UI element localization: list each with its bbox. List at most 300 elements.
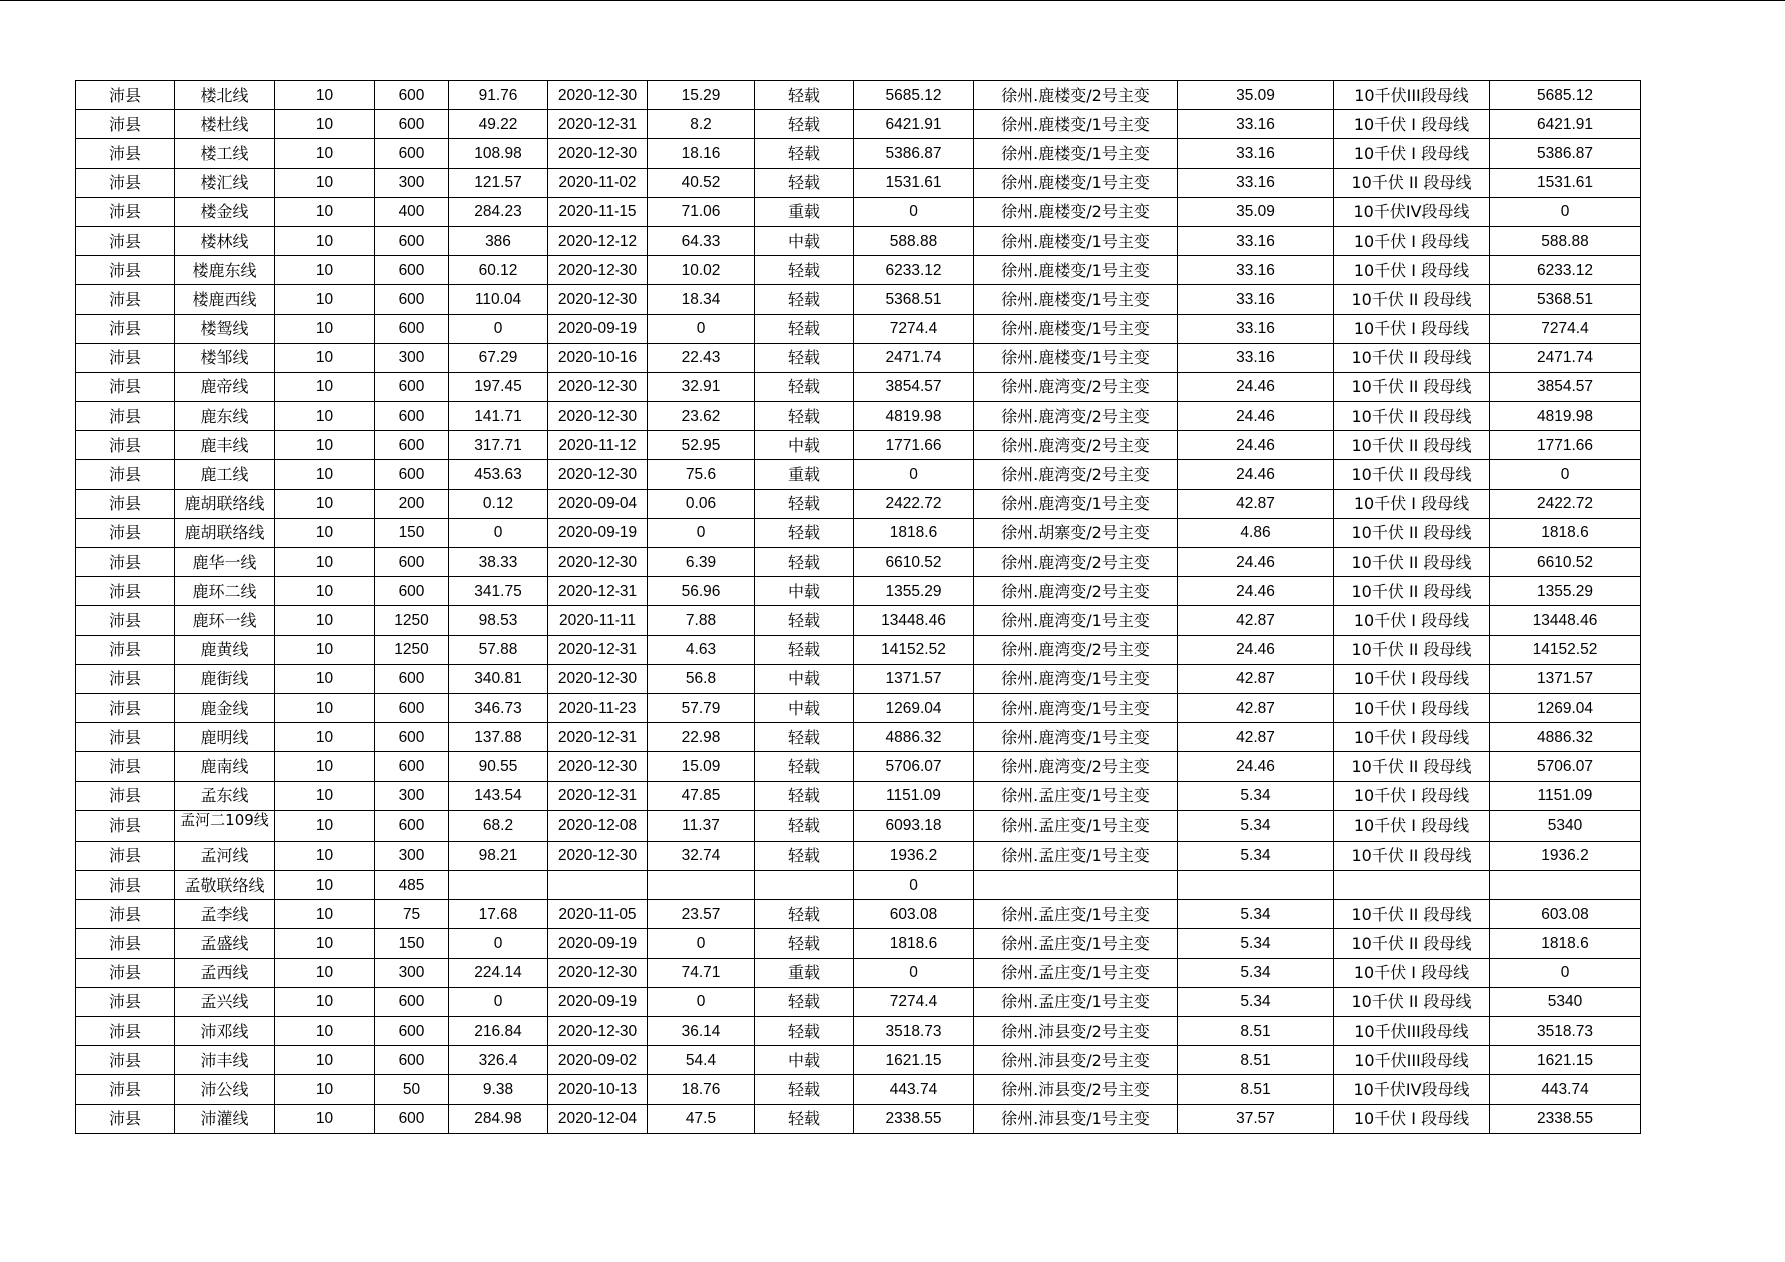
voltage-cell: 10: [275, 635, 375, 664]
available-capacity-cell: 1371.57: [1490, 664, 1641, 693]
load-cell: 0: [449, 314, 548, 343]
busbar-cell: 10千伏 I 段母线: [1334, 723, 1490, 752]
busbar-cell: 10千伏III段母线: [1334, 81, 1490, 110]
voltage-cell: 10: [275, 402, 375, 431]
voltage-cell: 10: [275, 81, 375, 110]
busbar-cell: 10千伏IV段母线: [1334, 1075, 1490, 1104]
line-name-cell: 鹿胡联络线: [175, 489, 275, 518]
voltage-cell: 10: [275, 489, 375, 518]
load-status-cell: 轻载: [755, 1075, 854, 1104]
busbar-cell: 10千伏 II 段母线: [1334, 343, 1490, 372]
transformer-load-rate-cell: 24.46: [1178, 548, 1334, 577]
available-capacity-cell: 1151.09: [1490, 781, 1641, 810]
date-cell: 2020-12-30: [548, 372, 648, 401]
county-cell: 沛县: [76, 343, 175, 372]
capacity-cell: 600: [375, 723, 449, 752]
transformer-cell: 徐州.鹿楼变/1号主变: [974, 343, 1178, 372]
date-cell: 2020-12-30: [548, 958, 648, 987]
available-capacity-cell: 1355.29: [1490, 577, 1641, 606]
voltage-cell: 10: [275, 871, 375, 900]
capacity-cell: 600: [375, 110, 449, 139]
busbar-cell: 10千伏 II 段母线: [1334, 577, 1490, 606]
load-status-cell: 中载: [755, 1046, 854, 1075]
available-capacity-cell: 1818.6: [1490, 929, 1641, 958]
line-name-cell: 孟敬联络线: [175, 871, 275, 900]
transformer-cell: 徐州.鹿楼变/1号主变: [974, 139, 1178, 168]
line-name-cell: 孟河线: [175, 841, 275, 870]
spare-capacity-cell: 7274.4: [854, 314, 974, 343]
load-rate-cell: 64.33: [648, 226, 755, 255]
county-cell: 沛县: [76, 958, 175, 987]
voltage-cell: 10: [275, 841, 375, 870]
voltage-cell: 10: [275, 1104, 375, 1133]
voltage-cell: 10: [275, 110, 375, 139]
spare-capacity-cell: 0: [854, 871, 974, 900]
spare-capacity-cell: 5685.12: [854, 81, 974, 110]
busbar-cell: 10千伏 II 段母线: [1334, 841, 1490, 870]
table-row: [76, 168, 1641, 197]
county-cell: 沛县: [76, 372, 175, 401]
available-capacity-cell: 6610.52: [1490, 548, 1641, 577]
load-cell: 9.38: [449, 1075, 548, 1104]
load-cell: 216.84: [449, 1017, 548, 1046]
transformer-cell: 徐州.鹿楼变/1号主变: [974, 226, 1178, 255]
capacity-cell: 300: [375, 168, 449, 197]
table-row: [76, 1046, 1641, 1075]
capacity-cell: 600: [375, 372, 449, 401]
spare-capacity-cell: 6610.52: [854, 548, 974, 577]
voltage-cell: 10: [275, 664, 375, 693]
line-name-cell: 楼金线: [175, 197, 275, 226]
load-rate-cell: 57.79: [648, 693, 755, 722]
load-status-cell: 轻载: [755, 929, 854, 958]
county-cell: 沛县: [76, 1017, 175, 1046]
date-cell: 2020-12-31: [548, 781, 648, 810]
capacity-cell: 600: [375, 256, 449, 285]
transformer-cell: 徐州.沛县变/2号主变: [974, 1075, 1178, 1104]
spare-capacity-cell: 1355.29: [854, 577, 974, 606]
line-name-cell: 鹿环一线: [175, 606, 275, 635]
load-cell: 0: [449, 929, 548, 958]
load-rate-cell: 6.39: [648, 548, 755, 577]
table-row: [76, 606, 1641, 635]
voltage-cell: 10: [275, 139, 375, 168]
load-cell: 0: [449, 518, 548, 547]
table-row: [76, 197, 1641, 226]
spare-capacity-cell: 6233.12: [854, 256, 974, 285]
table-row: [76, 460, 1641, 489]
busbar-cell: 10千伏III段母线: [1334, 1046, 1490, 1075]
voltage-cell: 10: [275, 548, 375, 577]
load-status-cell: 中载: [755, 226, 854, 255]
available-capacity-cell: 2422.72: [1490, 489, 1641, 518]
capacity-cell: 150: [375, 518, 449, 547]
transformer-load-rate-cell: 5.34: [1178, 810, 1334, 841]
load-status-cell: 轻载: [755, 372, 854, 401]
busbar-cell: 10千伏 II 段母线: [1334, 635, 1490, 664]
line-name-cell: 沛丰线: [175, 1046, 275, 1075]
busbar-cell: 10千伏 I 段母线: [1334, 256, 1490, 285]
busbar-cell: 10千伏 I 段母线: [1334, 314, 1490, 343]
busbar-cell: 10千伏 I 段母线: [1334, 226, 1490, 255]
transformer-cell: 徐州.鹿湾变/2号主变: [974, 372, 1178, 401]
table-row: [76, 314, 1641, 343]
table-row: [76, 226, 1641, 255]
voltage-cell: 10: [275, 1046, 375, 1075]
load-cell: 98.21: [449, 841, 548, 870]
county-cell: 沛县: [76, 1046, 175, 1075]
line-name-cell: 楼林线: [175, 226, 275, 255]
line-name-cell: 沛公线: [175, 1075, 275, 1104]
load-status-cell: 轻载: [755, 723, 854, 752]
transformer-cell: 徐州.鹿楼变/2号主变: [974, 197, 1178, 226]
voltage-cell: 10: [275, 431, 375, 460]
capacity-cell: 600: [375, 810, 449, 841]
date-cell: 2020-11-02: [548, 168, 648, 197]
spare-capacity-cell: 5386.87: [854, 139, 974, 168]
load-rate-cell: 4.63: [648, 635, 755, 664]
spare-capacity-cell: 3518.73: [854, 1017, 974, 1046]
available-capacity-cell: 2338.55: [1490, 1104, 1641, 1133]
load-cell: 346.73: [449, 693, 548, 722]
table-row: [76, 987, 1641, 1016]
voltage-cell: 10: [275, 518, 375, 547]
table-row: [76, 372, 1641, 401]
county-cell: 沛县: [76, 635, 175, 664]
date-cell: 2020-09-19: [548, 314, 648, 343]
line-name-cell: 孟李线: [175, 900, 275, 929]
county-cell: 沛县: [76, 285, 175, 314]
busbar-cell: 10千伏 I 段母线: [1334, 139, 1490, 168]
table-row: [76, 752, 1641, 781]
busbar-cell: 10千伏 I 段母线: [1334, 781, 1490, 810]
transformer-cell: 徐州.鹿湾变/1号主变: [974, 664, 1178, 693]
capacity-cell: 200: [375, 489, 449, 518]
spare-capacity-cell: 1151.09: [854, 781, 974, 810]
transformer-load-rate-cell: 8.51: [1178, 1046, 1334, 1075]
load-status-cell: 中载: [755, 693, 854, 722]
busbar-cell: 10千伏 I 段母线: [1334, 958, 1490, 987]
capacity-cell: 600: [375, 402, 449, 431]
busbar-cell: 10千伏 I 段母线: [1334, 693, 1490, 722]
transformer-cell: 徐州.沛县变/1号主变: [974, 1104, 1178, 1133]
spare-capacity-cell: 5706.07: [854, 752, 974, 781]
load-rate-cell: 18.34: [648, 285, 755, 314]
available-capacity-cell: 5368.51: [1490, 285, 1641, 314]
load-rate-cell: 32.74: [648, 841, 755, 870]
load-status-cell: 轻载: [755, 314, 854, 343]
table-row: [76, 256, 1641, 285]
capacity-cell: 300: [375, 343, 449, 372]
voltage-cell: 10: [275, 752, 375, 781]
load-rate-cell: 23.57: [648, 900, 755, 929]
load-status-cell: 轻载: [755, 606, 854, 635]
transformer-load-rate-cell: 24.46: [1178, 431, 1334, 460]
spare-capacity-cell: 1771.66: [854, 431, 974, 460]
capacity-cell: 600: [375, 987, 449, 1016]
feeder-load-table: [75, 80, 1641, 1134]
date-cell: 2020-12-30: [548, 139, 648, 168]
available-capacity-cell: 6233.12: [1490, 256, 1641, 285]
date-cell: 2020-11-05: [548, 900, 648, 929]
load-cell: 57.88: [449, 635, 548, 664]
date-cell: 2020-12-30: [548, 548, 648, 577]
available-capacity-cell: 4886.32: [1490, 723, 1641, 752]
date-cell: 2020-12-30: [548, 81, 648, 110]
voltage-cell: 10: [275, 285, 375, 314]
load-rate-cell: 0: [648, 929, 755, 958]
busbar-cell: 10千伏 II 段母线: [1334, 548, 1490, 577]
transformer-load-rate-cell: 35.09: [1178, 197, 1334, 226]
capacity-cell: 300: [375, 841, 449, 870]
table-row: [76, 285, 1641, 314]
county-cell: 沛县: [76, 723, 175, 752]
voltage-cell: 10: [275, 343, 375, 372]
voltage-cell: 10: [275, 781, 375, 810]
load-cell: 121.57: [449, 168, 548, 197]
load-rate-cell: 23.62: [648, 402, 755, 431]
voltage-cell: 10: [275, 1075, 375, 1104]
transformer-load-rate-cell: 4.86: [1178, 518, 1334, 547]
busbar-cell: 10千伏 II 段母线: [1334, 987, 1490, 1016]
date-cell: 2020-11-23: [548, 693, 648, 722]
voltage-cell: 10: [275, 226, 375, 255]
busbar-cell: 10千伏 I 段母线: [1334, 810, 1490, 841]
transformer-cell: 徐州.沛县变/2号主变: [974, 1046, 1178, 1075]
transformer-cell: 徐州.鹿湾变/2号主变: [974, 460, 1178, 489]
transformer-cell: 徐州.孟庄变/1号主变: [974, 900, 1178, 929]
load-status-cell: 轻载: [755, 518, 854, 547]
date-cell: 2020-12-30: [548, 1017, 648, 1046]
transformer-load-rate-cell: 42.87: [1178, 606, 1334, 635]
available-capacity-cell: [1490, 871, 1641, 900]
busbar-cell: 10千伏 II 段母线: [1334, 460, 1490, 489]
table-row: [76, 664, 1641, 693]
capacity-cell: 600: [375, 431, 449, 460]
load-cell: [449, 871, 548, 900]
spare-capacity-cell: 14152.52: [854, 635, 974, 664]
transformer-cell: 徐州.孟庄变/1号主变: [974, 987, 1178, 1016]
voltage-cell: 10: [275, 372, 375, 401]
transformer-load-rate-cell: 24.46: [1178, 402, 1334, 431]
busbar-cell: 10千伏 I 段母线: [1334, 606, 1490, 635]
spare-capacity-cell: 443.74: [854, 1075, 974, 1104]
table-row: [76, 518, 1641, 547]
load-rate-cell: 15.09: [648, 752, 755, 781]
load-rate-cell: 0: [648, 987, 755, 1016]
available-capacity-cell: 0: [1490, 460, 1641, 489]
line-name-cell: 鹿明线: [175, 723, 275, 752]
transformer-load-rate-cell: 8.51: [1178, 1017, 1334, 1046]
available-capacity-cell: 3854.57: [1490, 372, 1641, 401]
load-cell: 67.29: [449, 343, 548, 372]
transformer-load-rate-cell: 5.34: [1178, 900, 1334, 929]
table-row: [76, 402, 1641, 431]
load-status-cell: 轻载: [755, 548, 854, 577]
transformer-load-rate-cell: 24.46: [1178, 635, 1334, 664]
spare-capacity-cell: 5368.51: [854, 285, 974, 314]
transformer-cell: 徐州.鹿湾变/2号主变: [974, 577, 1178, 606]
date-cell: 2020-12-30: [548, 285, 648, 314]
line-name-cell: 孟东线: [175, 781, 275, 810]
load-status-cell: 中载: [755, 577, 854, 606]
load-rate-cell: [648, 871, 755, 900]
date-cell: 2020-09-02: [548, 1046, 648, 1075]
available-capacity-cell: 1531.61: [1490, 168, 1641, 197]
available-capacity-cell: 7274.4: [1490, 314, 1641, 343]
capacity-cell: 300: [375, 781, 449, 810]
available-capacity-cell: 0: [1490, 958, 1641, 987]
county-cell: 沛县: [76, 664, 175, 693]
voltage-cell: 10: [275, 900, 375, 929]
available-capacity-cell: 14152.52: [1490, 635, 1641, 664]
date-cell: 2020-12-30: [548, 841, 648, 870]
table-row: [76, 548, 1641, 577]
load-cell: 0: [449, 987, 548, 1016]
date-cell: 2020-09-19: [548, 929, 648, 958]
load-cell: 108.98: [449, 139, 548, 168]
load-rate-cell: 32.91: [648, 372, 755, 401]
table-row: [76, 693, 1641, 722]
load-rate-cell: 15.29: [648, 81, 755, 110]
spare-capacity-cell: 7274.4: [854, 987, 974, 1016]
transformer-load-rate-cell: 33.16: [1178, 168, 1334, 197]
capacity-cell: 600: [375, 693, 449, 722]
voltage-cell: 10: [275, 197, 375, 226]
date-cell: 2020-12-04: [548, 1104, 648, 1133]
voltage-cell: 10: [275, 987, 375, 1016]
transformer-cell: 徐州.鹿楼变/2号主变: [974, 81, 1178, 110]
line-name-cell: 楼鸳线: [175, 314, 275, 343]
voltage-cell: 10: [275, 1017, 375, 1046]
county-cell: 沛县: [76, 548, 175, 577]
busbar-cell: 10千伏IV段母线: [1334, 197, 1490, 226]
load-cell: 98.53: [449, 606, 548, 635]
line-name-cell: 孟河二109线: [175, 810, 275, 841]
busbar-cell: 10千伏 II 段母线: [1334, 168, 1490, 197]
load-status-cell: 轻载: [755, 635, 854, 664]
load-status-cell: 轻载: [755, 168, 854, 197]
table-row: [76, 1104, 1641, 1133]
county-cell: 沛县: [76, 518, 175, 547]
transformer-cell: 徐州.胡寨变/2号主变: [974, 518, 1178, 547]
transformer-cell: 徐州.鹿楼变/1号主变: [974, 256, 1178, 285]
date-cell: 2020-09-19: [548, 987, 648, 1016]
county-cell: 沛县: [76, 489, 175, 518]
available-capacity-cell: 1936.2: [1490, 841, 1641, 870]
transformer-cell: 徐州.孟庄变/1号主变: [974, 958, 1178, 987]
load-cell: 341.75: [449, 577, 548, 606]
spare-capacity-cell: 0: [854, 958, 974, 987]
available-capacity-cell: 4819.98: [1490, 402, 1641, 431]
load-rate-cell: 8.2: [648, 110, 755, 139]
load-cell: 38.33: [449, 548, 548, 577]
line-name-cell: 楼工线: [175, 139, 275, 168]
transformer-cell: 徐州.鹿湾变/1号主变: [974, 606, 1178, 635]
load-rate-cell: 22.98: [648, 723, 755, 752]
available-capacity-cell: 5685.12: [1490, 81, 1641, 110]
spare-capacity-cell: 1371.57: [854, 664, 974, 693]
transformer-load-rate-cell: 42.87: [1178, 693, 1334, 722]
transformer-load-rate-cell: 42.87: [1178, 664, 1334, 693]
available-capacity-cell: 603.08: [1490, 900, 1641, 929]
transformer-cell: 徐州.鹿楼变/1号主变: [974, 168, 1178, 197]
line-name-cell: 孟西线: [175, 958, 275, 987]
voltage-cell: 10: [275, 693, 375, 722]
line-name-cell: 孟盛线: [175, 929, 275, 958]
load-cell: 0.12: [449, 489, 548, 518]
table-row: [76, 489, 1641, 518]
capacity-cell: 485: [375, 871, 449, 900]
county-cell: 沛县: [76, 402, 175, 431]
table-row: [76, 635, 1641, 664]
transformer-load-rate-cell: 42.87: [1178, 489, 1334, 518]
transformer-cell: 徐州.鹿湾变/1号主变: [974, 693, 1178, 722]
load-rate-cell: 18.16: [648, 139, 755, 168]
load-status-cell: 轻载: [755, 1104, 854, 1133]
load-rate-cell: 7.88: [648, 606, 755, 635]
line-name-cell: 鹿工线: [175, 460, 275, 489]
date-cell: 2020-12-30: [548, 460, 648, 489]
load-rate-cell: 22.43: [648, 343, 755, 372]
transformer-load-rate-cell: 24.46: [1178, 577, 1334, 606]
available-capacity-cell: 5340: [1490, 810, 1641, 841]
load-rate-cell: 10.02: [648, 256, 755, 285]
busbar-cell: [1334, 871, 1490, 900]
table-row: [76, 841, 1641, 870]
line-name-cell: 沛邓线: [175, 1017, 275, 1046]
available-capacity-cell: 6421.91: [1490, 110, 1641, 139]
load-status-cell: 轻载: [755, 110, 854, 139]
busbar-cell: 10千伏 I 段母线: [1334, 664, 1490, 693]
available-capacity-cell: 0: [1490, 197, 1641, 226]
voltage-cell: 10: [275, 606, 375, 635]
load-rate-cell: 71.06: [648, 197, 755, 226]
capacity-cell: 75: [375, 900, 449, 929]
line-name-cell: 楼北线: [175, 81, 275, 110]
transformer-cell: 徐州.鹿湾变/2号主变: [974, 431, 1178, 460]
load-rate-cell: 56.96: [648, 577, 755, 606]
transformer-cell: 徐州.孟庄变/1号主变: [974, 781, 1178, 810]
transformer-load-rate-cell: 5.34: [1178, 781, 1334, 810]
county-cell: 沛县: [76, 314, 175, 343]
county-cell: 沛县: [76, 606, 175, 635]
line-name-cell: 鹿帝线: [175, 372, 275, 401]
table-row: [76, 343, 1641, 372]
load-rate-cell: 47.5: [648, 1104, 755, 1133]
spare-capacity-cell: 2422.72: [854, 489, 974, 518]
load-cell: 17.68: [449, 900, 548, 929]
load-cell: 386: [449, 226, 548, 255]
available-capacity-cell: 5706.07: [1490, 752, 1641, 781]
line-name-cell: 沛灌线: [175, 1104, 275, 1133]
transformer-cell: 徐州.鹿湾变/2号主变: [974, 752, 1178, 781]
county-cell: 沛县: [76, 841, 175, 870]
county-cell: 沛县: [76, 871, 175, 900]
date-cell: 2020-12-08: [548, 810, 648, 841]
table-row: [76, 577, 1641, 606]
load-status-cell: 轻载: [755, 987, 854, 1016]
table-row: [76, 139, 1641, 168]
spare-capacity-cell: 1936.2: [854, 841, 974, 870]
busbar-cell: 10千伏 II 段母线: [1334, 929, 1490, 958]
busbar-cell: 10千伏 II 段母线: [1334, 285, 1490, 314]
county-cell: 沛县: [76, 81, 175, 110]
capacity-cell: 600: [375, 285, 449, 314]
table-row: [76, 1075, 1641, 1104]
busbar-cell: 10千伏III段母线: [1334, 1017, 1490, 1046]
transformer-load-rate-cell: 33.16: [1178, 314, 1334, 343]
